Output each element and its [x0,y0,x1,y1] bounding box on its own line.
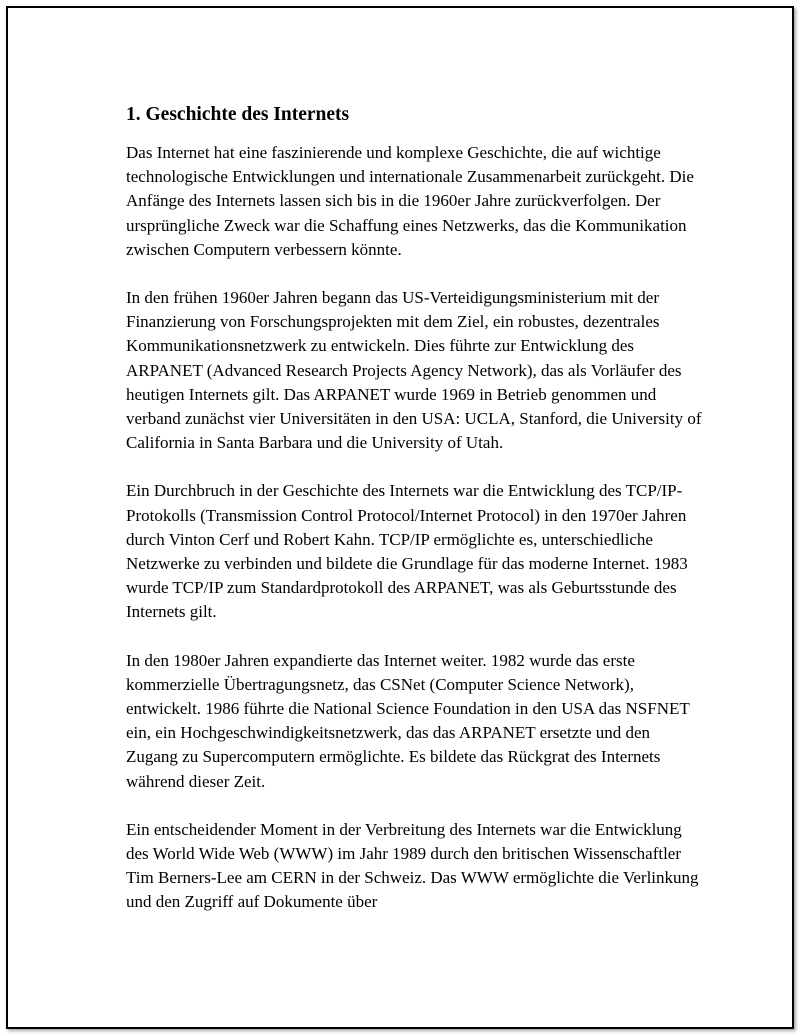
paragraph-4: In den 1980er Jahren expandierte das Internet weiter. 1982 wurde das erste kommerzielle Übertragungsnetz, das CSNet (Computer Science Network), entwickelt. 1986 führte die National Science Foundation in den USA das NSFNET ein, ein Hochgeschwindigkeitsnetzwerk, das das ARPANET ersetzte und den Zugang zu Supercomputern ermöglichte. Es bildete das Rückgrat des Internets während dieser Zeit. [126,650,690,791]
section-heading: 1. Geschichte des Internets [126,104,350,125]
document-body [126,101,706,939]
paragraph-3: Ein Durchbruch in der Geschichte des Internets war die Entwicklung des TCP/IP-Protokolls (Transmission Control Protocol/Internet Protocol) in den 1970er Jahren durch Vinton Cerf und Robert Kahn. TCP/IP ermöglichte es, unterschiedliche Netzwerke zu verbinden und bildete die Grundlage für das moderne Internet. 1983 wurde TCP/IP zum Standardprotokoll des ARPANET, was als Geburtsstunde des Internets gilt. [126,481,688,622]
page-frame [6,6,794,1029]
paragraph-5: Ein entscheidender Moment in der Verbreitung des Internets war die Entwicklung des World Wide Web (WWW) im Jahr 1989 durch den britischen Wissenschaftler Tim Berners-Lee am CERN in der Schweiz. Das WWW ermöglichte die Verlinkung und den Zugriff auf Dokumente über [126,819,699,912]
paragraph-1: Das Internet hat eine faszinierende und komplexe Geschichte, die auf wichtige technologische Entwicklungen und internationale Zusammenarbeit zurückgeht. Die Anfänge des Internets lassen sich bis in die 1960er Jahre zurückverfolgen. Der ursprüngliche Zweck war die Schaffung eines Netzwerks, das die Kommunikation zwischen Computern verbessern könnte. [126,143,694,259]
paragraph-2: In den frühen 1960er Jahren begann das US-Verteidigungsministerium mit der Finanzierung von Forschungsprojekten mit dem Ziel, ein robustes, dezentrales Kommunikationsnetzwerk zu entwickeln. Dies führte zur Entwicklung des ARPANET (Advanced Research Projects Agency Network), das als Vorläufer des heutigen Internets gilt. Das ARPANET wurde 1969 in Betrieb genommen und verband zunächst vier Universitäten in den USA: UCLA, Stanford, die University of California in Santa Barbara und die University of Utah. [126,288,702,453]
